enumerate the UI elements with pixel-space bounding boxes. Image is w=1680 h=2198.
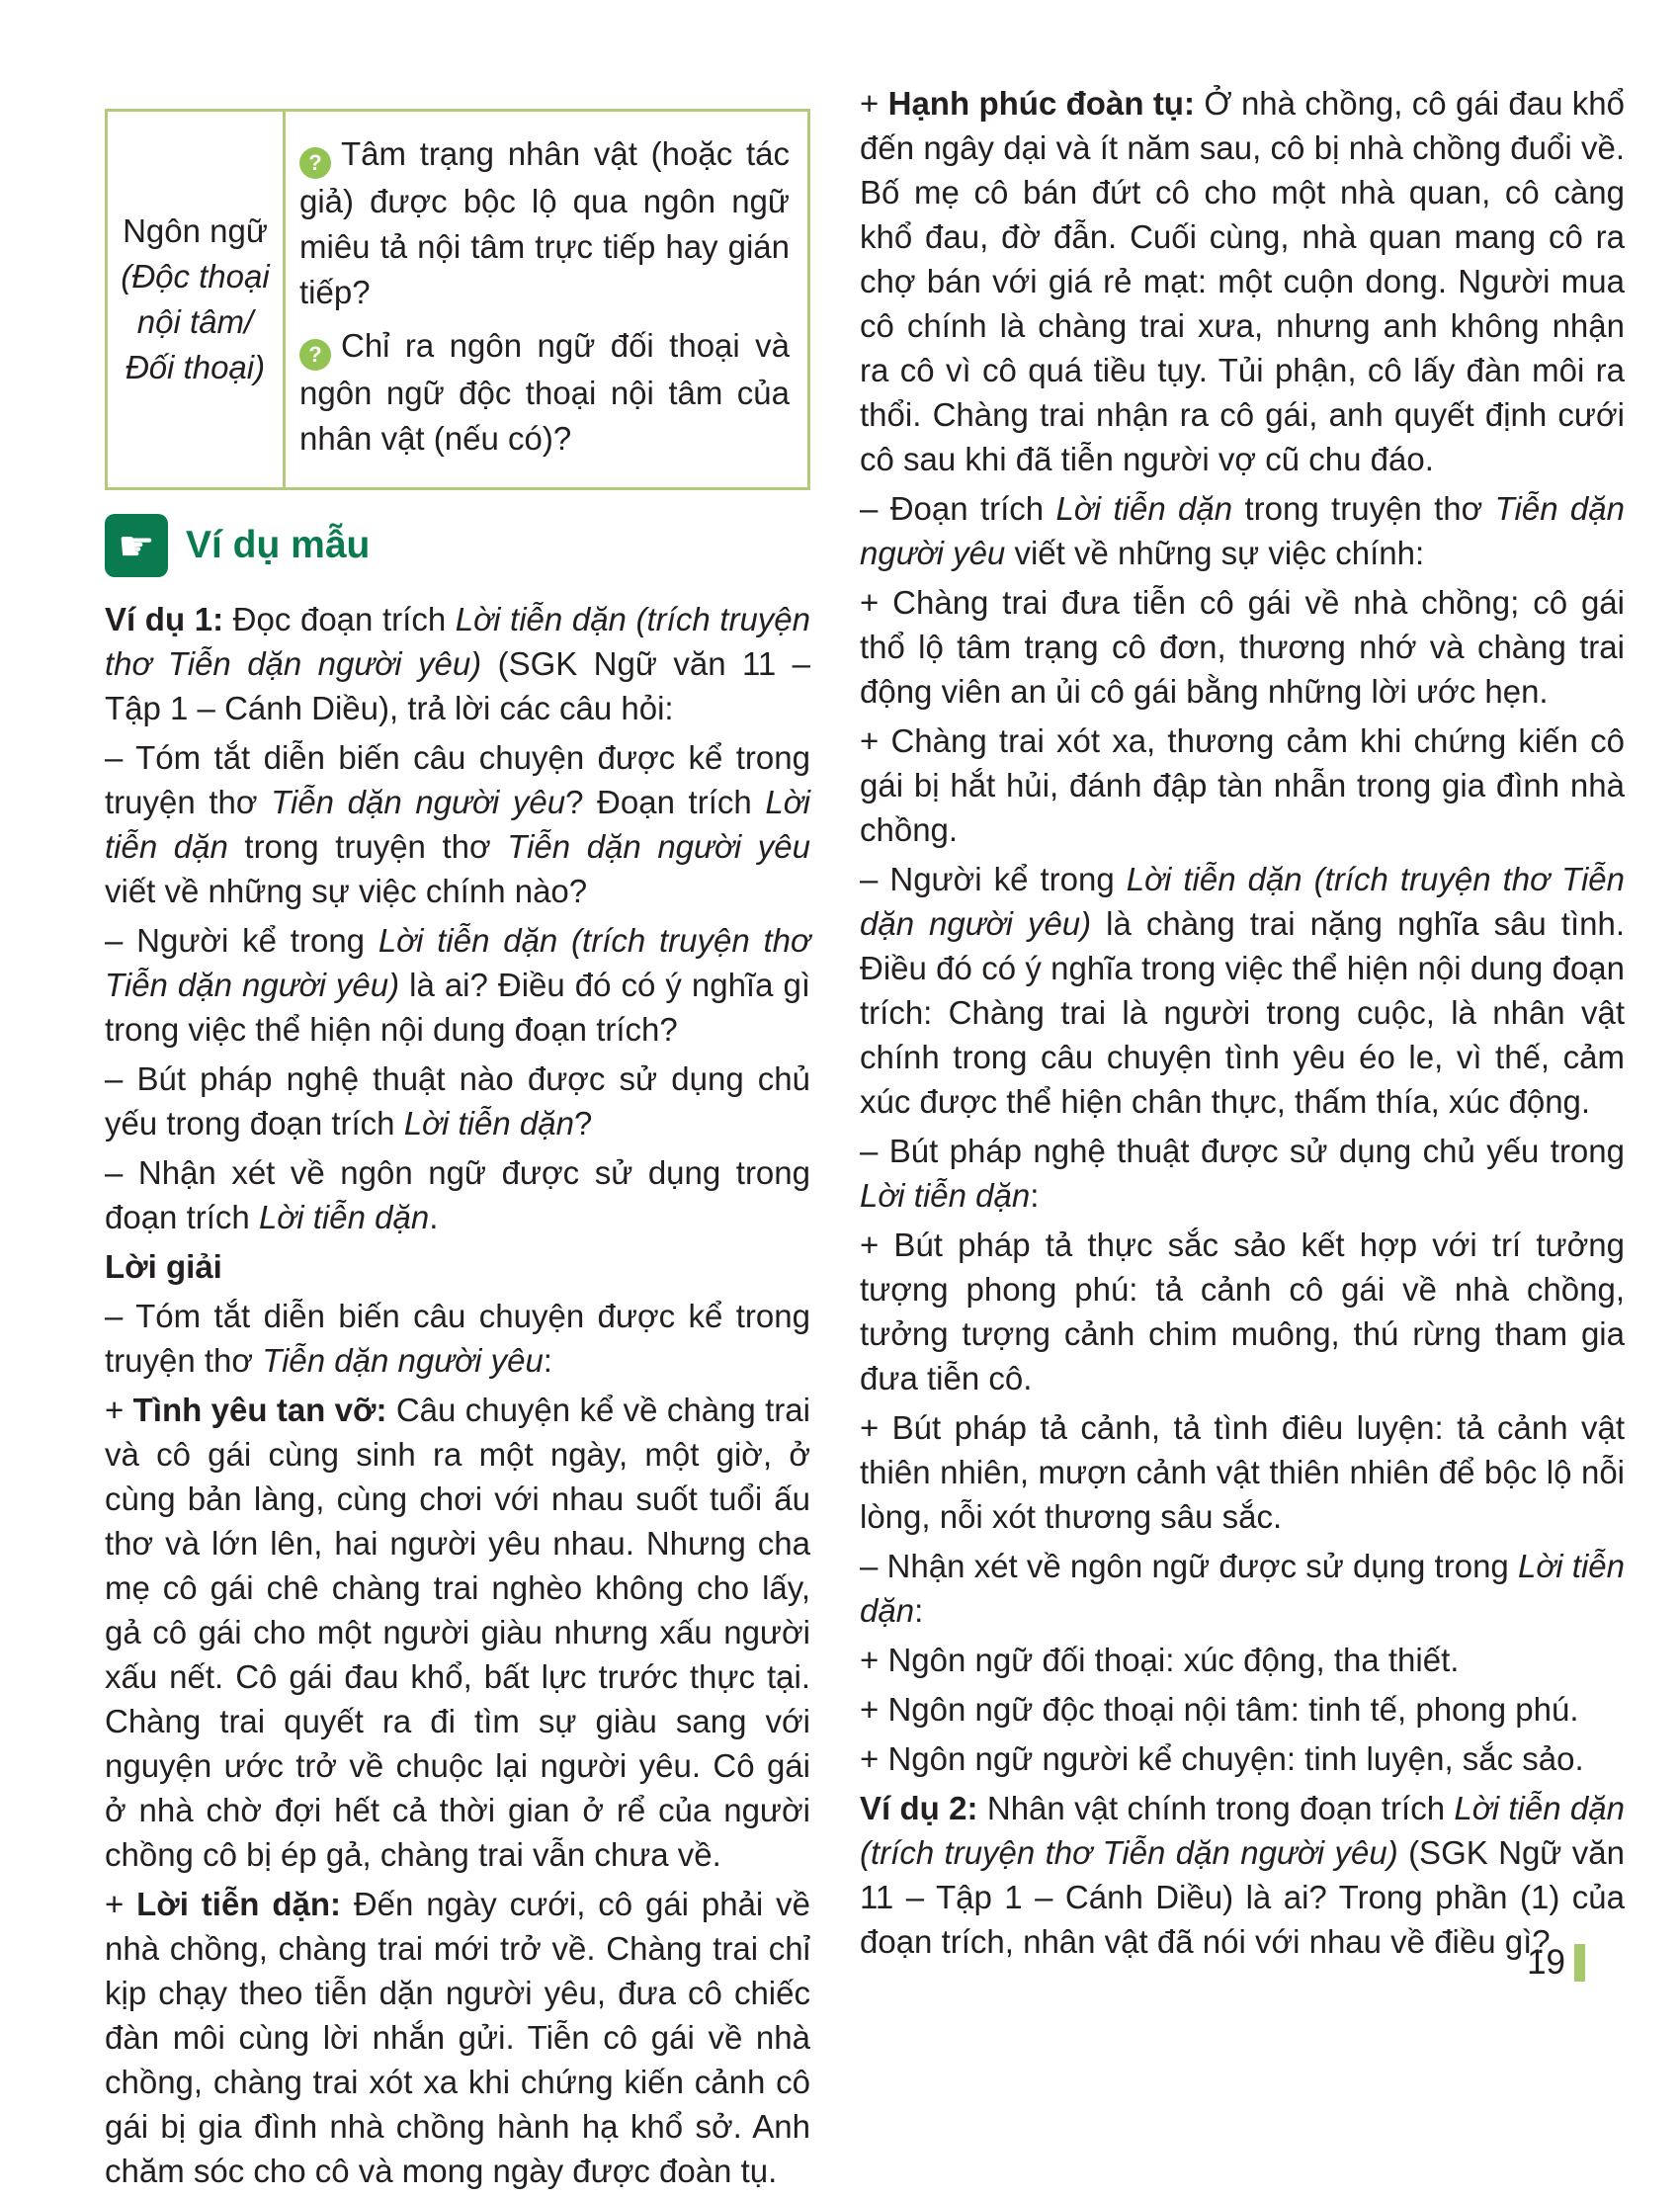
question-item xyxy=(299,323,790,462)
question-item xyxy=(299,131,790,315)
text-run: trong truyện thơ xyxy=(227,828,508,865)
section-heading-label: Ví dụ mẫu xyxy=(186,524,371,566)
text-run: Tiễn dặn người yêu xyxy=(262,1342,544,1379)
text-run: Tiễn dặn người yêu xyxy=(860,490,1625,571)
text-run: + Ngôn ngữ người kể chuyện: tinh luyện, sắc sảo. xyxy=(860,1740,1584,1777)
text-run: . xyxy=(429,1199,439,1235)
text-run: ? xyxy=(573,1105,593,1141)
paragraph xyxy=(860,1129,1625,1218)
text-run: Đến ngày cưới, cô gái phải về nhà chồng, chàng trai mới trở về. Chàng trai chỉ kịp chạy theo tiễn dặn người yêu, đưa cô chiếc đàn môi cùng lời nhắn gửi. Tiễn cô gái về nhà chồng, chàng trai xót xa khi chứng kiến cảnh cô gái bị gia đình nhà chồng hành hạ khổ sở. Anh chăm sóc cho cô và mong ngày được đoàn tụ. xyxy=(105,1886,810,2189)
paragraph xyxy=(860,1638,1625,1682)
text-run: – Nhận xét về ngôn ngữ được sử dụng trong xyxy=(860,1548,1518,1584)
paragraph xyxy=(860,580,1625,714)
paragraph xyxy=(105,1882,810,2193)
paragraph xyxy=(105,1244,810,1289)
text-run: : xyxy=(543,1342,552,1379)
table-questions-cell xyxy=(286,112,807,487)
text-run: Lời giải xyxy=(105,1248,222,1285)
text-run: – Nhận xét về ngôn ngữ được sử dụng trong đoạn trích xyxy=(105,1154,810,1235)
text-run: – Bút pháp nghệ thuật được sử dụng chủ yếu trong xyxy=(860,1133,1625,1169)
two-column-layout xyxy=(105,81,1625,2198)
language-table xyxy=(105,109,810,490)
question-text: Tâm trạng nhân vật (hoặc tác giả) được bộc lộ qua ngôn ngữ miêu tả nội tâm trực tiếp hay gián tiếp? xyxy=(299,135,790,310)
text-run: : xyxy=(914,1592,924,1629)
text-run: Lời tiễn dặn xyxy=(1055,490,1233,527)
text-run: + xyxy=(105,1886,137,1922)
pointing-hand-icon: ☛ xyxy=(105,514,168,577)
text-run: Lời tiễn dặn (trích truyện thơ Tiễn dặn người yêu) xyxy=(105,601,811,682)
paragraph xyxy=(105,918,810,1052)
text-run: + Ngôn ngữ đối thoại: xúc động, tha thiết. xyxy=(860,1642,1460,1678)
text-run: Ở nhà chồng, cô gái đau khổ đến ngây dại và ít năm sau, cô bị nhà chồng đuổi về. Bố mẹ cô bán đứt cô cho một nhà quan, cô càng khổ đau, đờ đẫn. Cuối cùng, nhà quan mang cô ra chợ bán với giá rẻ mạt: một cuộn dong. Người mua cô chính là chàng trai xưa, nhưng anh không nhận ra cô vì cô quá tiều tụy. Tủi phận, cô lấy đàn môi ra thổi. Chàng trai nhận ra cô gái, anh quyết định cưới cô sau khi đã tiễn người vợ cũ chu đáo. xyxy=(860,85,1625,477)
text-run: (SGK Ngữ văn 11 – Tập 1 – Cánh Diều), trả lời các câu hỏi: xyxy=(105,645,811,726)
right-column-content xyxy=(860,81,1625,1964)
page-number-value: 19 xyxy=(1527,1943,1565,1982)
page-number-bar xyxy=(1574,1944,1585,1982)
paragraph xyxy=(860,1544,1625,1633)
right-column xyxy=(860,81,1625,2198)
text-run: Lời tiễn dặn (trích truyện thơ Tiễn dặn người yêu) xyxy=(860,1790,1625,1871)
text-run: là ai? Điều đó có ý nghĩa gì trong việc thể hiện nội dung đoạn trích? xyxy=(105,967,810,1048)
text-run: – Bút pháp nghệ thuật nào được sử dụng chủ yếu trong đoạn trích xyxy=(105,1060,810,1141)
paragraph xyxy=(860,1405,1625,1539)
paragraph xyxy=(105,1150,810,1239)
page-number xyxy=(1527,1943,1585,1983)
paragraph xyxy=(860,81,1625,481)
left-column xyxy=(105,81,810,2198)
text-run: viết về những sự việc chính nào? xyxy=(105,873,588,909)
text-run: viết về những sự việc chính: xyxy=(1005,535,1425,571)
table-row-header-cell xyxy=(108,112,286,487)
text-run: Lời tiễn dặn (trích truyện thơ Tiễn dặn người yêu) xyxy=(860,861,1625,942)
text-run: Lời tiễn dặn xyxy=(258,1199,430,1235)
paragraph xyxy=(860,1736,1625,1781)
paragraph xyxy=(105,597,810,730)
left-column-content xyxy=(105,597,810,2193)
text-run: + xyxy=(860,85,888,122)
text-run: Lời tiễn dặn: xyxy=(136,1886,354,1922)
paragraph xyxy=(860,857,1625,1124)
text-run: + Chàng trai xót xa, thương cảm khi chứng kiến cô gái bị hắt hủi, đánh đập tàn nhẫn trong gia đình nhà chồng. xyxy=(860,722,1625,848)
text-run: – Tóm tắt diễn biến câu chuyện được kể trong truyện thơ xyxy=(105,1298,810,1379)
text-run: – Người kể trong xyxy=(860,861,1127,897)
table-row-sublabel: (Độc thoại nội tâm/ Đối thoại) xyxy=(121,258,270,385)
text-run: Lời tiễn dặn xyxy=(105,784,810,865)
paragraph xyxy=(860,486,1625,575)
text-run: – Tóm tắt diễn biến câu chuyện được kể trong truyện thơ xyxy=(105,739,810,820)
text-run: Tiễn dặn người yêu xyxy=(271,784,566,820)
text-run: ? Đoạn trích xyxy=(565,784,766,820)
text-run: Câu chuyện kể về chàng trai và cô gái cùng sinh ra một ngày, một giờ, ở cùng bản làng, cùng chơi với nhau suốt tuổi ấu thơ và lớn lên, hai người yêu nhau. Nhưng cha mẹ cô gái chê chàng trai nghèo không cho lấy, gả cô gái cho một người giàu nhưng xấu người xấu nết. Cô gái đau khổ, bất lực trước thực tại. Chàng trai quyết ra đi tìm sự giàu sang với nguyện ước trở về chuộc lại người yêu. Cô gái ở nhà chờ đợi hết cả thời gian ở rể của người chồng cô bị ép gả, chàng trai vẫn chưa về. xyxy=(105,1392,810,1873)
paragraph xyxy=(860,1786,1625,1964)
question-mark-icon: ? xyxy=(299,339,331,371)
table-row-label: Ngôn ngữ xyxy=(123,212,268,249)
paragraph xyxy=(860,1687,1625,1732)
question-text: Chỉ ra ngôn ngữ đối thoại và ngôn ngữ độc thoại nội tâm của nhân vật (nếu có)? xyxy=(299,327,790,457)
text-run: Nhân vật chính trong đoạn trích xyxy=(986,1790,1455,1826)
text-run: Lời tiễn dặn xyxy=(860,1177,1031,1214)
question-mark-icon: ? xyxy=(299,147,331,179)
text-run: là chàng trai nặng nghĩa sâu tình. Điều đó có ý nghĩa trong việc thể hiện nội dung đoạn trích: Chàng trai là người trong cuộc, là nhân vật chính trong câu chuyện tình yêu éo le, vì thế, cảm xúc được thể hiện chân thực, thấm thía, xúc động. xyxy=(860,905,1625,1120)
paragraph xyxy=(860,1223,1625,1400)
text-run: Lời tiễn dặn xyxy=(403,1105,574,1141)
text-run: Lời tiễn dặn (trích truyện thơ Tiễn dặn người yêu) xyxy=(105,922,810,1003)
paragraph xyxy=(860,719,1625,852)
text-run: Tiễn dặn người yêu xyxy=(507,828,810,865)
text-run: Đọc đoạn trích xyxy=(232,601,456,637)
text-run: + Bút pháp tả thực sắc sảo kết hợp với trí tưởng tượng phong phú: tả cảnh cô gái về nhà chồng, tưởng tượng cảnh chim muông, thú rừng tham gia đưa tiễn cô. xyxy=(860,1226,1625,1396)
text-run: (SGK Ngữ văn 11 – Tập 1 – Cánh Diều) là ai? Trong phần (1) của đoạn trích, nhân vật đã nói với nhau về điều gì? xyxy=(860,1834,1625,1960)
text-run: Tình yêu tan vỡ: xyxy=(132,1392,396,1428)
text-run: Lời tiễn dặn xyxy=(860,1548,1625,1629)
text-run: Ví dụ 1: xyxy=(105,601,233,637)
text-run: + Ngôn ngữ độc thoại nội tâm: tinh tế, phong phú. xyxy=(860,1691,1579,1728)
text-run: trong truyện thơ xyxy=(1232,490,1495,527)
section-heading xyxy=(105,514,810,577)
text-run: Ví dụ 2: xyxy=(860,1790,987,1826)
text-run: – Đoạn trích xyxy=(860,490,1056,527)
text-run: + Chàng trai đưa tiễn cô gái về nhà chồng; cô gái thổ lộ tâm trạng cô đơn, thương nhớ và chàng trai động viên an ủi cô gái bằng những lời ước hẹn. xyxy=(860,584,1625,710)
text-run: + Bút pháp tả cảnh, tả tình điêu luyện: tả cảnh vật thiên nhiên, mượn cảnh vật thiên nhiên để bộc lộ nỗi lòng, nỗi xót thương sâu sắc. xyxy=(860,1409,1625,1535)
text-run: Hạnh phúc đoàn tụ: xyxy=(887,85,1205,122)
text-run: : xyxy=(1030,1177,1040,1214)
paragraph xyxy=(105,1388,810,1877)
paragraph xyxy=(105,735,810,913)
paragraph xyxy=(105,1294,810,1383)
text-run: – Người kể trong xyxy=(105,922,378,959)
text-run: + xyxy=(105,1392,133,1428)
paragraph xyxy=(105,1057,810,1145)
